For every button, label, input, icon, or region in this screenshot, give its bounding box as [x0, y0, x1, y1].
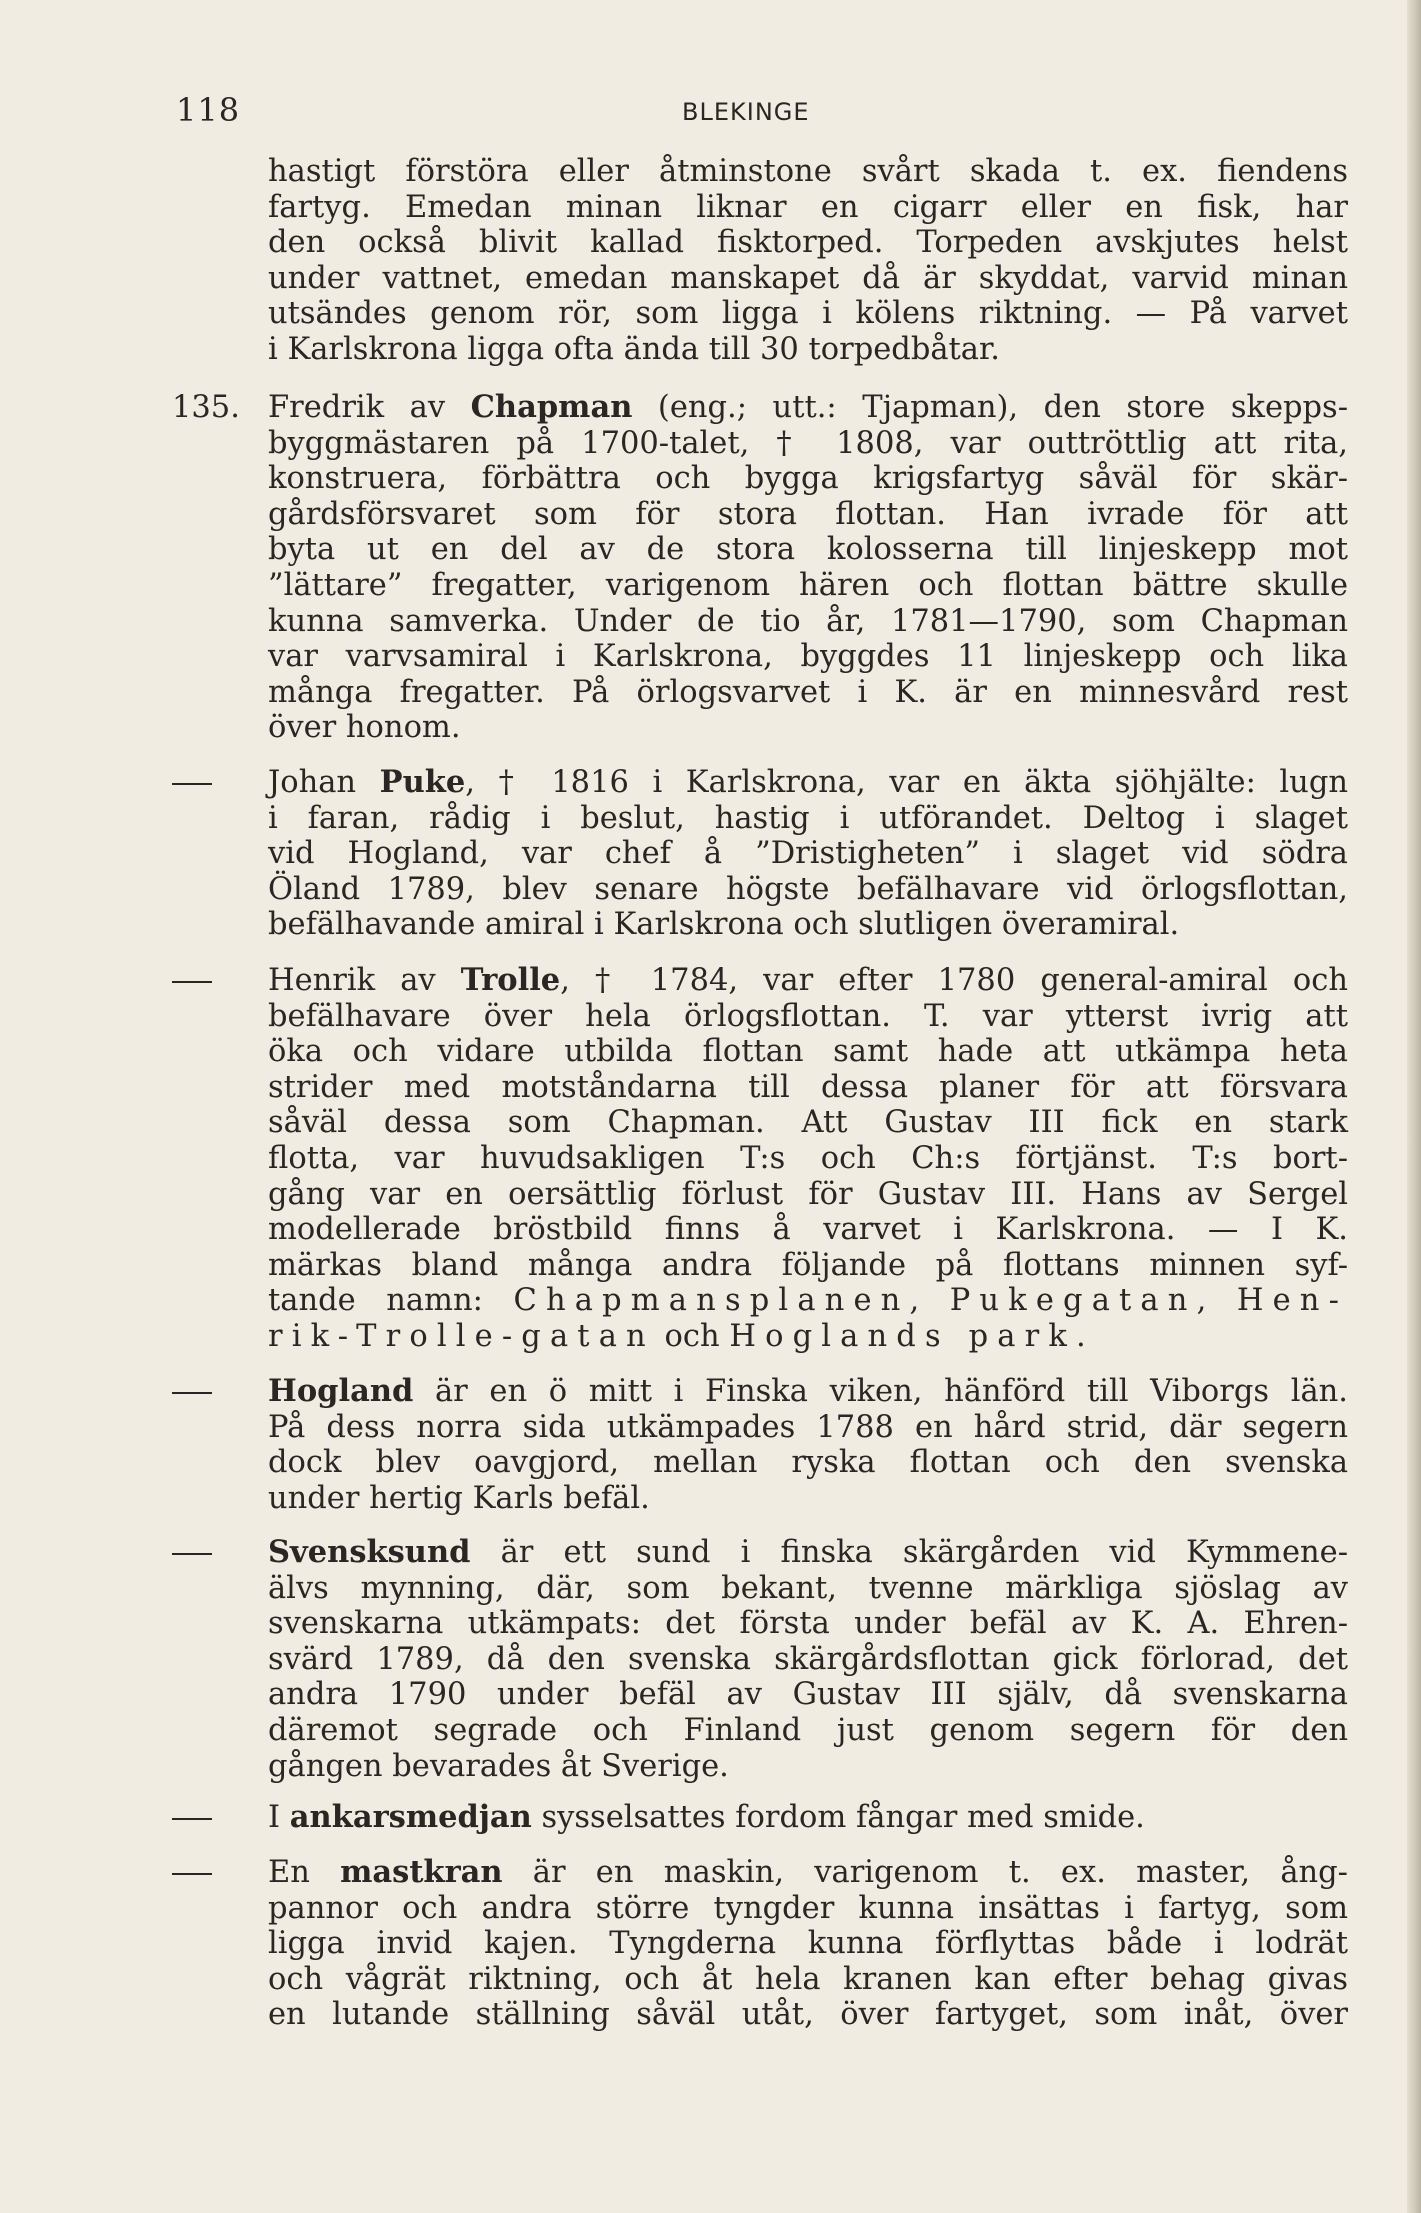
text-line: hastigt förstöra eller åtminstone svårt skada t. ex. fiendens [268, 154, 1348, 189]
bold-term: Puke [379, 764, 466, 800]
entry-chapman [268, 390, 1348, 746]
entry-hogland [268, 1374, 1348, 1516]
text-line: under hertig Karls befäl. [268, 1480, 650, 1516]
text-line: en lutande ställning såväl utåt, över fartyget, som inåt, över [268, 1997, 1348, 2033]
text-line: Fredrik av Chapman (eng.; utt.: Tjapman), den store skepps- [268, 389, 1349, 425]
text-line: under vattnet, emedan manskapet då är skyddat, varvid minan [268, 260, 1348, 296]
page-header [0, 90, 1421, 130]
bold-term: Svensksund [268, 1534, 471, 1570]
entry-dash [172, 1535, 232, 1571]
text-line: pannor och andra större tyngder kunna insättas i fartyg, som [268, 1890, 1348, 1926]
entry-ankarsmedjan [268, 1800, 1348, 1836]
spaced-name: Pukegatan [949, 1283, 1197, 1319]
bold-term: ankarsmedjan [289, 1799, 532, 1835]
text-line: älvs mynning, där, som bekant, tvenne märkliga sjöslag av [268, 1570, 1348, 1606]
text-line: gårdsförsvaret som för stora flottan. Han ivrade för att [268, 496, 1348, 532]
text-line: många fregatter. På örlogsvarvet i K. är en minnesvård rest [268, 674, 1348, 710]
text-line: befälhavare över hela örlogsflottan. T. var ytterst ivrig att [268, 998, 1348, 1034]
bold-term: Hogland [268, 1373, 414, 1409]
text-line: En mastkran är en maskin, varigenom t. ex. master, ång- [268, 1854, 1348, 1890]
text-line: såväl dessa som Chapman. Att Gustav III fick en stark [268, 1105, 1348, 1141]
entry-trolle [268, 963, 1348, 1355]
text-line: fartyg. Emedan minan liknar en cigarr eller en fisk, har [268, 189, 1348, 225]
text-line: modellerade bröstbild finns å varvet i Karlskrona. — I K. [268, 1212, 1348, 1248]
text-line: strider med motståndarna till dessa planer för att försvara [268, 1069, 1348, 1105]
entry-puke [268, 765, 1348, 943]
text-line: och vågrät riktning, och åt hela kranen kan efter behag givas [268, 1961, 1348, 1997]
entry-dash [172, 963, 232, 999]
entry-dash [172, 765, 232, 801]
entry-dash [172, 1855, 232, 1891]
text-line: över honom. [268, 710, 461, 746]
entry-dash [172, 1800, 232, 1836]
entry-number: 135. [172, 390, 240, 425]
text-line: vid Hogland, var chef å ”Dristigheten” i slaget vid södra [268, 836, 1348, 872]
spaced-name: Hen- [1236, 1283, 1349, 1319]
text-line: Hogland är en ö mitt i Finska viken, hänförd till Viborgs län. [268, 1373, 1348, 1409]
bold-term: mastkran [340, 1854, 503, 1890]
text-line: byggmästaren på 1700-talet, † 1808, var outtröttlig att rita, [268, 425, 1348, 461]
text-line: tande namn: Chapmansplanen, Pukegatan, Hen- [268, 1283, 1349, 1319]
bold-term: Trolle [460, 962, 561, 998]
text-line: utsändes genom rör, som ligga i kölens riktning. — På varvet [268, 296, 1348, 332]
text-line: den också blivit kallad fisktorped. Torpeden avskjutes helst [268, 225, 1348, 261]
text-line: gången bevarades åt Sverige. [268, 1748, 729, 1784]
text-line: i faran, rådig i beslut, hastig i utförandet. Deltog i slaget [268, 800, 1348, 836]
entry-svensksund [268, 1535, 1348, 1784]
text-line: Johan Puke, † 1816 i Karlskrona, var en äkta sjöhjälte: lugn [268, 764, 1348, 800]
page-number: 118 [176, 91, 241, 129]
text-line: kunna samverka. Under de tio år, 1781—1790, som Chapman [268, 603, 1348, 639]
text-line: var varvsamiral i Karlskrona, byggdes 11 linjeskepp och lika [268, 639, 1348, 675]
text-line: befälhavande amiral i Karlskrona och slutligen överamiral. [268, 907, 1180, 943]
text-line: På dess norra sida utkämpades 1788 en hård strid, där segern [268, 1409, 1348, 1445]
page-edge-shadow [1407, 0, 1421, 2213]
text-line: svenskarna utkämpats: det första under befäl av K. A. Ehren- [268, 1606, 1348, 1642]
text-line: öka och vidare utbilda flottan samt hade att utkämpa heta [268, 1034, 1348, 1070]
bold-term: Chapman [470, 389, 633, 425]
spaced-name: Hoglands park [729, 1318, 1076, 1354]
running-head: BLEKINGE [682, 98, 810, 126]
text-line: gång var en oersättlig förlust för Gustav III. Hans av Sergel [268, 1176, 1348, 1212]
continuation-paragraph [268, 154, 1348, 368]
text-line: Henrik av Trolle, † 1784, var efter 1780 general-amiral och [268, 962, 1348, 998]
text-line: I ankarsmedjan sysselsattes fordom fångar med smide. [268, 1799, 1145, 1835]
text-line: flotta, var huvudsakligen T:s och Ch:s förtjänst. T:s bort- [268, 1140, 1348, 1176]
text-line: märkas bland många andra följande på flottans minnen syf- [268, 1247, 1348, 1283]
entry-mastkran [268, 1855, 1348, 2033]
text-line: i Karlskrona ligga ofta ända till 30 torpedbåtar. [268, 331, 1000, 367]
text-line: byta ut en del av de stora kolosserna till linjeskepp mot [268, 532, 1348, 568]
text-line: rik-Trolle-gatan och Hoglands park. [268, 1318, 1086, 1354]
text-line: Öland 1789, blev senare högste befälhavare vid örlogsflottan, [268, 871, 1348, 907]
text-line: ligga invid kajen. Tyngderna kunna förflyttas både i lodrät [268, 1926, 1348, 1962]
text-line: ”lättare” fregatter, varigenom hären och flottan bättre skulle [268, 567, 1348, 603]
text-line: andra 1790 under befäl av Gustav III själv, då svenskarna [268, 1677, 1348, 1713]
text-line: svärd 1789, då den svenska skärgårdsflottan gick förlorad, det [268, 1641, 1348, 1677]
entry-dash [172, 1374, 232, 1410]
spaced-name: Chapmansplanen [513, 1283, 910, 1319]
text-line: däremot segrade och Finland just genom segern för den [268, 1712, 1348, 1748]
text-line: dock blev oavgjord, mellan ryska flottan och den svenska [268, 1445, 1348, 1481]
text-line: Svensksund är ett sund i finska skärgården vid Kymmene- [268, 1534, 1348, 1570]
spaced-name: rik-Trolle-gatan [268, 1318, 655, 1354]
text-line: konstruera, förbättra och bygga krigsfartyg såväl för skär- [268, 461, 1348, 497]
